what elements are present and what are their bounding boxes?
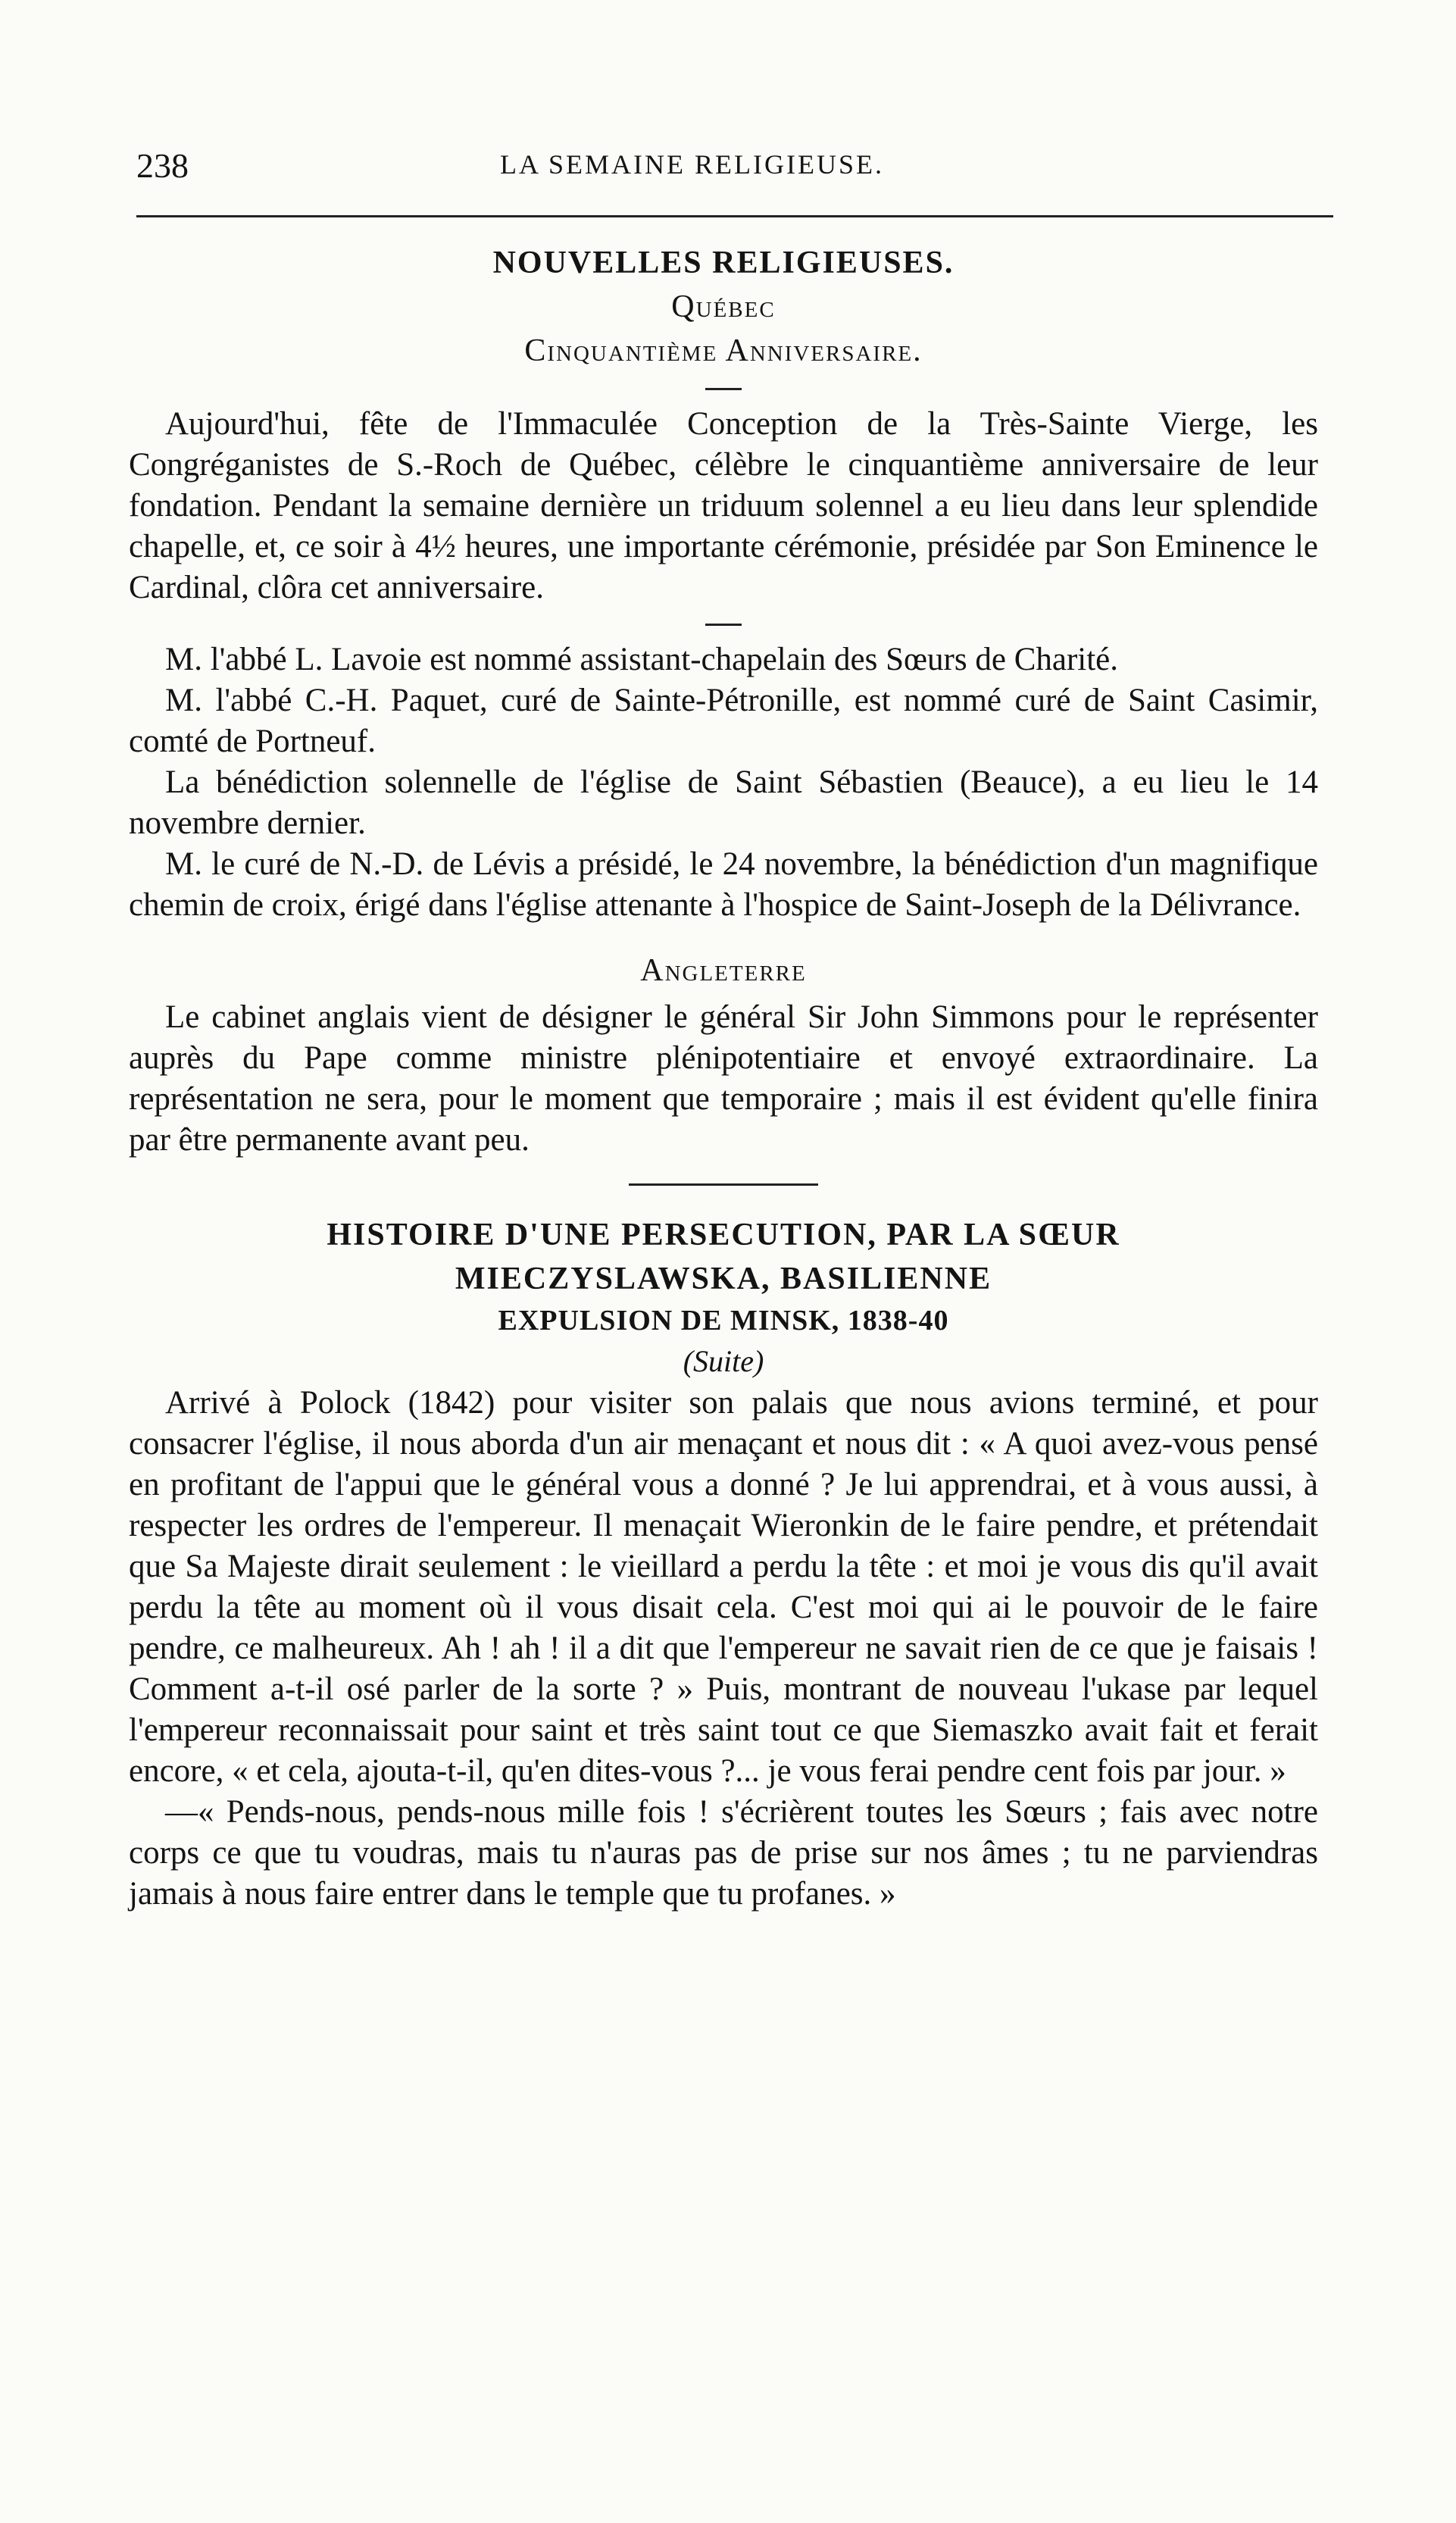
paragraph-history-2: —« Pends-nous, pends-nous mille fois ! s'écrièrent toutes les Sœurs ; fais avec notre corps ce que tu voudras, mais tu n'auras pas de prise sur nos âmes ; tu ne parviendras jamais à nous faire entrer dans le temple que tu profanes. »: [129, 1794, 1318, 1912]
news-item: M. l'abbé C.-H. Paquet, curé de Sainte-Pétronille, est nommé curé de Saint Casimir, comté de Portneuf.: [129, 683, 1318, 759]
article-subtitle: EXPULSION DE MINSK, 1838-40: [498, 1305, 949, 1337]
running-title: LA SEMAINE RELIGIEUSE.: [500, 149, 884, 180]
header-rule: [136, 215, 1333, 217]
paragraph-anniversary: Aujourd'hui, fête de l'Immaculée Conception de la Très-Sainte Vierge, les Congréganistes de S.-Roch de Québec, célèbre le cinquantième anniversaire de leur fondation. Pendant la semaine dernière un triduum solennel a eu lieu dans leur splendide chapelle, et, ce soir à 4½ heures, une importante cérémonie, présidée par Son Eminence le Cardinal, clôra cet anniversaire.: [129, 406, 1318, 605]
main-text: [129, 241, 1318, 1915]
news-item: M. l'abbé L. Lavoie est nommé assistant-chapelain des Sœurs de Charité.: [165, 642, 1119, 677]
short-dash: [705, 624, 742, 626]
article-title-line1: HISTOIRE D'UNE PERSECUTION, PAR LA SŒUR: [327, 1218, 1120, 1252]
paragraph-history-1: Arrivé à Polock (1842) pour visiter son palais que nous avions terminé, et pour consacrer l'église, il nous aborda d'un air menaçant et nous dit : « A quoi avez-vous pensé en profitant de l'appui que le général vous a donné ? Je lui apprendrai, et à vous aussi, à respecter les ordres de l'empereur. Il menaçait Wieronkin de le faire pendre, et prétendait que Sa Majeste dirait seulement : le vieillard a perdu la tête : et moi je vous dis qu'il avait perdu la tête au moment où il vous disait cela. C'est moi qui ai le pouvoir de le faire pendre, ce malheureux. Ah ! ah ! il a dit que l'empereur ne savait rien de ce que je faisais ! Comment a-t-il osé parler de la sorte ? » Puis, montrant de nouveau l'ukase par lequel l'empereur reconnaissait pour saint et très saint tout ce que Siemaszko avait fait et ferait encore, « et cela, ajouta-t-il, qu'en dites-vous ?... je vous ferai pendre cent fois par jour. »: [129, 1385, 1318, 1789]
news-item: La bénédiction solennelle de l'église de Saint Sébastien (Beauce), a eu lieu le 14 novembre dernier.: [129, 764, 1318, 841]
place-heading-quebec: Québec: [671, 289, 776, 324]
place-heading-angleterre: Angleterre: [640, 953, 807, 988]
news-item: M. le curé de N.-D. de Lévis a présidé, le 24 novembre, la bénédiction d'un magnifique chemin de croix, érigé dans l'église attenante à l'hospice de Saint-Joseph de la Délivrance.: [129, 846, 1318, 923]
short-dash: [705, 388, 742, 390]
page-number: 238: [136, 146, 189, 185]
page-header: [136, 145, 1333, 194]
paragraph-angleterre: Le cabinet anglais vient de désigner le général Sir John Simmons pour le représenter auprès du Pape comme ministre plénipotentiaire et envoyé extraordinaire. La représentation ne sera, pour le moment que temporaire ; mais il est évident qu'elle finira par être permanente avant peu.: [129, 999, 1318, 1158]
article-title-line2: MIECZYSLAWSKA, BASILIENNE: [455, 1262, 992, 1296]
section-separator: [629, 1183, 818, 1186]
section-title-nouvelles: NOUVELLES RELIGIEUSES.: [492, 245, 955, 280]
subtitle-anniversary: Cinquantième Anniversaire.: [524, 333, 923, 368]
continued-label: (Suite): [683, 1344, 764, 1378]
